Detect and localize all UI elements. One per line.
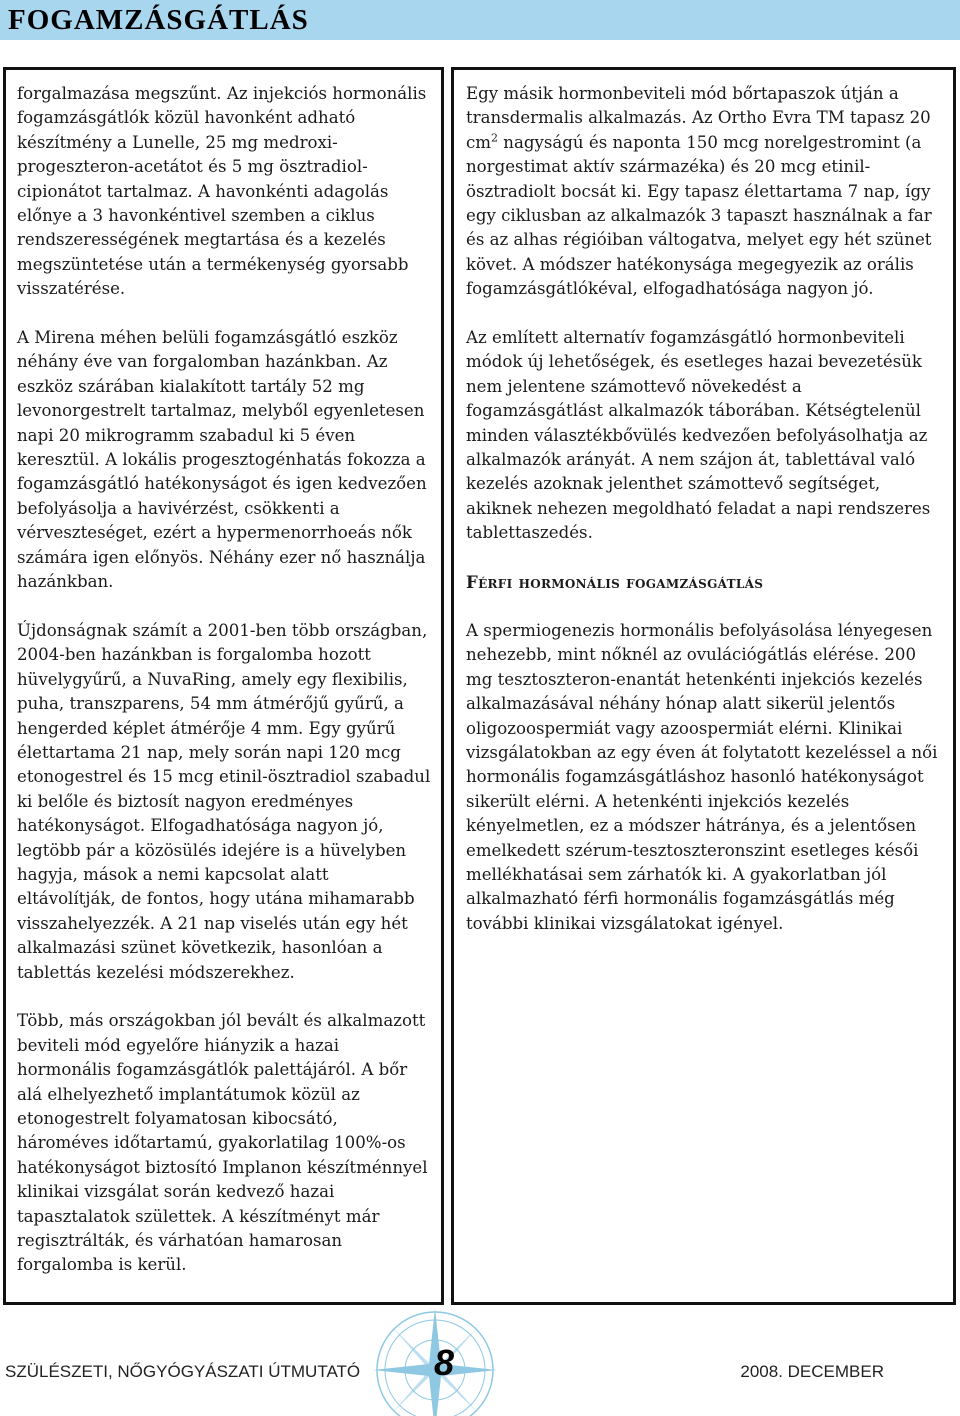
paragraph: A Mirena méhen belüli fogamzásgátló eszköz néhány éve van forgalomban hazánkban. Az eszköz szárában kialakított tartály 52 mg levonorgestrelt tartalmaz, melyből egyenletesen napi 20 mikrogramm szabadul ki 5 éven keresztül. A lokális progesztogénhatás fokozza a fogamzásgátló hatékonyságot és igen kedvezően befolyásolja a havivérzést, csökkenti a vérveszteséget, ezért a hypermenorrhoeás nők számára igen előnyös. Néhány ezer nő használja hazánkban. — [17, 328, 427, 592]
paragraph: Újdonságnak számít a 2001-ben több országban, 2004-ben hazánkban is forgalomba hozott hüvelygyűrű, a NuvaRing, amely egy flexibilis, puha, transzparens, 54 mm átmérőjű gyűrű, a hengerded képlet átmérője 4 mm. Egy gyűrű élettartama 21 nap, mely során napi 120 mcg etonogestrel és 15 mcg etinil-ösztradiol szabadul ki belőle és biztosít nagyon eredményes hatékonyságot. Elfogadhatósága nagyon jó, legtöbb pár a közösülés idejére is a hüvelyben hagyja, mások a nemi kapcsolat alatt eltávolítják, de fontos, hogy utána mihamarabb visszahelyezzék. A 21 nap viselés után egy hét alkalmazási szünet következik, hasonlóan a tablettás kezelési módszerekhez. — [17, 620, 431, 982]
paragraph-text: nagyságú és naponta 150 mcg norelgestromint (a norgestimat aktív származéka) és 20 mcg etinil-ösztradiolt bocsát ki. Egy tapasz élettartama 7 nap, így egy ciklusban az alkalmazók 3 tapaszt használnak a far és az alhas régióiban váltogatva, melyet egy hét szünet követ. A módszer hatékonysága megegyezik az orális fogamzásgátlókéval, elfogadhatósága nagyon jó. — [466, 132, 932, 299]
paragraph: forgalmazása megszűnt. Az injekciós hormonális fogamzásgátlók közül havonként adható készítmény a Lunelle, 25 mg medroxi-progeszteron-acetátot és 5 mg ösztradiol-cipionátot tartalmaz. A havonkénti adagolás előnye a 3 havonkéntivel szemben a ciklus rendszerességének megtartása és a kezelés megszüntetése után a termékenység gyorsabb visszatérése. — [17, 84, 427, 299]
header-bar — [0, 0, 960, 40]
paragraph: Több, más országokban jól bevált és alkalmazott beviteli mód egyelőre hiányzik a hazai hormonális fogamzásgátlók palettájáról. A bőr alá elhelyezhető implantátumok közül az etonogestrelt folyamatosan kibocsátó, hároméves időtartamú, gyakorlatilag 100%-os hatékonyságot biztosító Implanon készítménnyel klinikai vizsgálat során kedvező hazai tapasztalatok születtek. A készítményt már regisztrálták, és várhatóan hamarosan forgalomba is kerül. — [17, 1011, 428, 1275]
paragraph-transdermal — [466, 82, 943, 302]
superscript: 2 — [491, 131, 499, 145]
footer-date: 2008. DECEMBER — [740, 1362, 884, 1381]
paragraph: Az említett alternatív fogamzásgátló hormonbeviteli módok új lehetőségek, és esetleges hazai bevezetésük nem jelentene számottevő növekedést a fogamzásgátlást alkalmazók táborában. Kétségtelenül minden választékbővülés kedvezően befolyásolhatja az alkalmazók arányát. A nem szájon át, tablettával való kezelés azoknak jelenthet számottevő segítséget, akiknek nehezen megoldható feladat a napi rendszeres tablettaszedés. — [466, 328, 931, 543]
left-column — [3, 67, 444, 1305]
paragraph: A spermiogenezis hormonális befolyásolása lényegesen nehezebb, mint nőknél az ovulációgátlás elérése. 200 mg tesztoszteron-enantát hetenkénti injekciós kezelés alkalmazásával néhány hónap alatt sikerül jelentős oligozoospermiát vagy azoospermiát elérni. Klinikai vizsgálatokban az egy éven át folytatott kezeléssel a női hormonális fogamzásgátláshoz hasonló hatékonyságot sikerült elérni. A hetenkénti injekciós kezelés kényelmetlen, ez a módszer hátránya, és a jelentősen emelkedett szérum-tesztoszteronszint esetleges késői mellékhatásai sem zárhatók ki. A gyakorlatban jól alkalmazható férfi hormonális fogamzásgátlás még további klinikai vizsgálatokat igényel. — [466, 620, 938, 933]
page-number: 8 — [433, 1342, 455, 1383]
section-heading: Férfi hormonális fogamzásgátlás — [466, 572, 764, 593]
paragraph-text: Egy másik hormonbeviteli mód bőrtapaszok útján a transdermalis alkalmazás. Az Ortho Evra TM tapasz 20 cm — [466, 84, 931, 152]
right-column — [451, 67, 956, 1305]
page-title: FOGAMZÁSGÁTLÁS — [8, 4, 309, 36]
footer-journal: SZÜLÉSZETI, NŐGYÓGYÁSZATI ÚTMUTATÓ — [5, 1362, 361, 1381]
